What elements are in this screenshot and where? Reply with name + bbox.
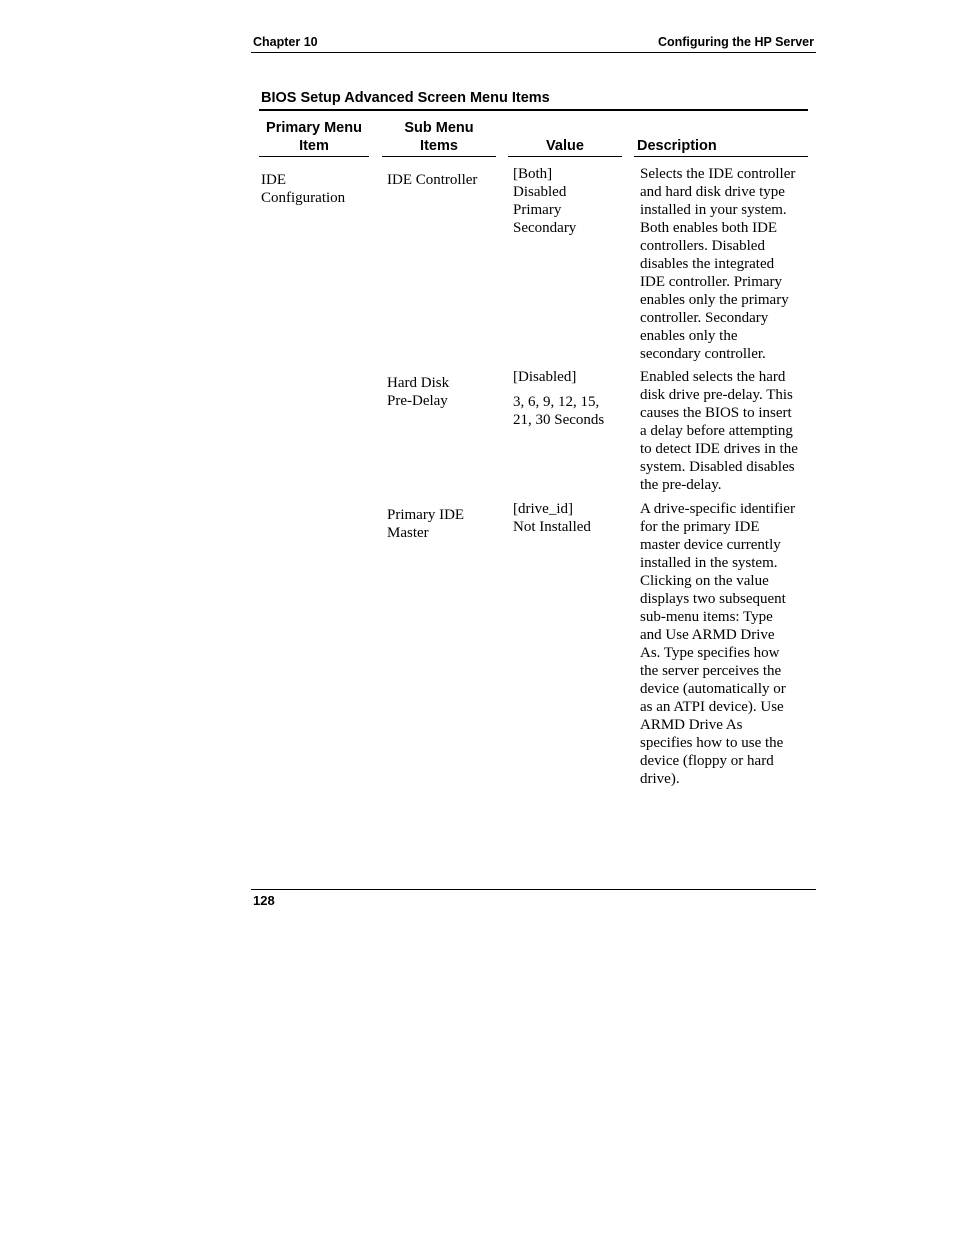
row-primary-ide-master-value: [drive_id] Not Installed	[513, 501, 591, 535]
column-rule-description	[634, 156, 808, 157]
row-predelay-description: Enabled selects the hard disk drive pre-delay. This causes the BIOS to insert a delay before attempting to detect IDE drives in the system. Disabled disables the pre-delay.	[640, 369, 798, 493]
table-title-rule	[259, 109, 808, 111]
column-header-description: Description	[637, 138, 717, 154]
row-predelay-value-options: 3, 6, 9, 12, 15, 21, 30 Seconds	[513, 394, 605, 428]
column-rule-value	[508, 156, 622, 157]
row-ide-controller-description: Selects the IDE controller and hard disk drive type installed in your system. Both enables both IDE controllers. Disabled disables the integrated IDE controller. Primary enables only the primary controller. Secondary enables only the secondary controller.	[640, 166, 796, 362]
row-predelay-sub: Hard Disk Pre-Delay	[387, 375, 450, 409]
row-ide-primary: IDE Configuration	[261, 172, 346, 206]
row-predelay-value: [Disabled]	[513, 369, 577, 385]
column-header-primary: Primary Menu Item	[266, 120, 362, 154]
row-ide-controller-value: [Both] Disabled Primary Secondary	[513, 166, 577, 236]
row-ide-controller-sub: IDE Controller	[387, 172, 478, 188]
column-rule-sub	[382, 156, 496, 157]
column-header-value: Value	[546, 138, 584, 154]
column-header-sub: Sub Menu Items	[404, 120, 474, 154]
table-title: BIOS Setup Advanced Screen Menu Items	[261, 90, 550, 106]
section-title: Configuring the HP Server	[657, 35, 814, 49]
chapter-label: Chapter 10	[253, 35, 318, 49]
row-primary-ide-master-description: A drive-specific identifier for the primary IDE master device currently installed in the system. Clicking on the value displays two subsequent sub-menu items: Type and Use ARMD Drive As. Type specifies how the server perceives the device (automatically or as an ATPI device). Use ARMD Drive As specifies how to use the device (floppy or hard drive).	[640, 501, 795, 787]
footer-rule	[251, 889, 816, 890]
header-rule	[251, 52, 816, 53]
column-rule-primary	[259, 156, 369, 157]
page-number: 128	[253, 893, 275, 908]
row-primary-ide-master-sub: Primary IDE Master	[387, 507, 465, 541]
